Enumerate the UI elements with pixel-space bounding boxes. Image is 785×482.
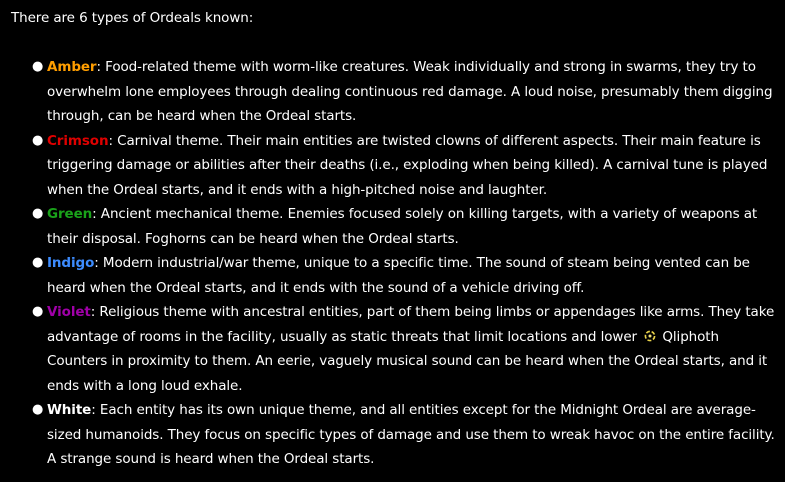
ordeal-description: : Religious theme with ancestral entities, part of them being limbs or appendages like arms. They take advantage of rooms in the facility, usually as static threats that limit locations and lower (47, 304, 775, 345)
bullet-icon: ● (32, 132, 44, 148)
list-item-white (32, 398, 775, 472)
ordeal-name-crimson[interactable]: Crimson (47, 132, 109, 149)
bullet-icon: ● (32, 255, 44, 270)
list-item-violet (32, 300, 775, 398)
ordeal-name-indigo[interactable]: Indigo (47, 255, 95, 271)
list-item-indigo (32, 251, 775, 300)
ordeal-list (11, 55, 775, 472)
ordeal-description: : Carnival theme. Their main entities are twisted clowns of different aspects. Their main feature is triggering damage or abilities after their deaths (i.e., exploding when being killed). A carnival tune is played when the Ordeal starts, and it ends with a high-pitched noise and laughter. (47, 132, 768, 198)
ordeal-description: : Modern industrial/war theme, unique to a specific time. The sound of steam being vented can be heard when the Ordeal starts, and it ends with the sound of a vehicle driving off. (47, 255, 750, 296)
ordeal-name-green[interactable]: Green (47, 206, 93, 222)
list-item-amber (32, 55, 775, 129)
ordeal-description: : Food-related theme with worm-like creatures. Weak individually and strong in swarms, they try to overwhelm lone employees through dealing continuous red damage. A loud noise, presumably them digging through, can be heard when the Ordeal starts. (47, 59, 773, 124)
ordeal-description: Qliphoth Counters in proximity to them. An eerie, vaguely musical sound can be heard when the Ordeal starts, and it ends with a long loud exhale. (47, 328, 768, 394)
list-item-green (32, 202, 775, 251)
ordeal-description: : Each entity has its own unique theme, and all entities except for the Midnight Ordeal are average-sized humanoids. They focus on specific types of damage and use them to wreak havoc on the entire facility. A strange sound is heard when the Ordeal starts. (47, 402, 775, 467)
list-item-crimson (32, 129, 775, 203)
bullet-icon: ● (32, 402, 44, 417)
bullet-icon: ● (32, 59, 44, 74)
ordeal-name-white[interactable]: White (47, 402, 92, 418)
ordeal-description: : Ancient mechanical theme. Enemies focused solely on killing targets, with a variety of weapons at their disposal. Foghorns can be heard when the Ordeal starts. (47, 206, 758, 247)
qliphoth-icon[interactable] (643, 329, 657, 343)
ordeal-name-amber[interactable]: Amber (47, 59, 97, 75)
bullet-icon: ● (32, 206, 44, 221)
ordeal-name-violet[interactable]: Violet (47, 304, 91, 320)
bullet-icon: ● (32, 304, 44, 319)
intro-text: There are 6 types of Ordeals known: (11, 10, 254, 26)
